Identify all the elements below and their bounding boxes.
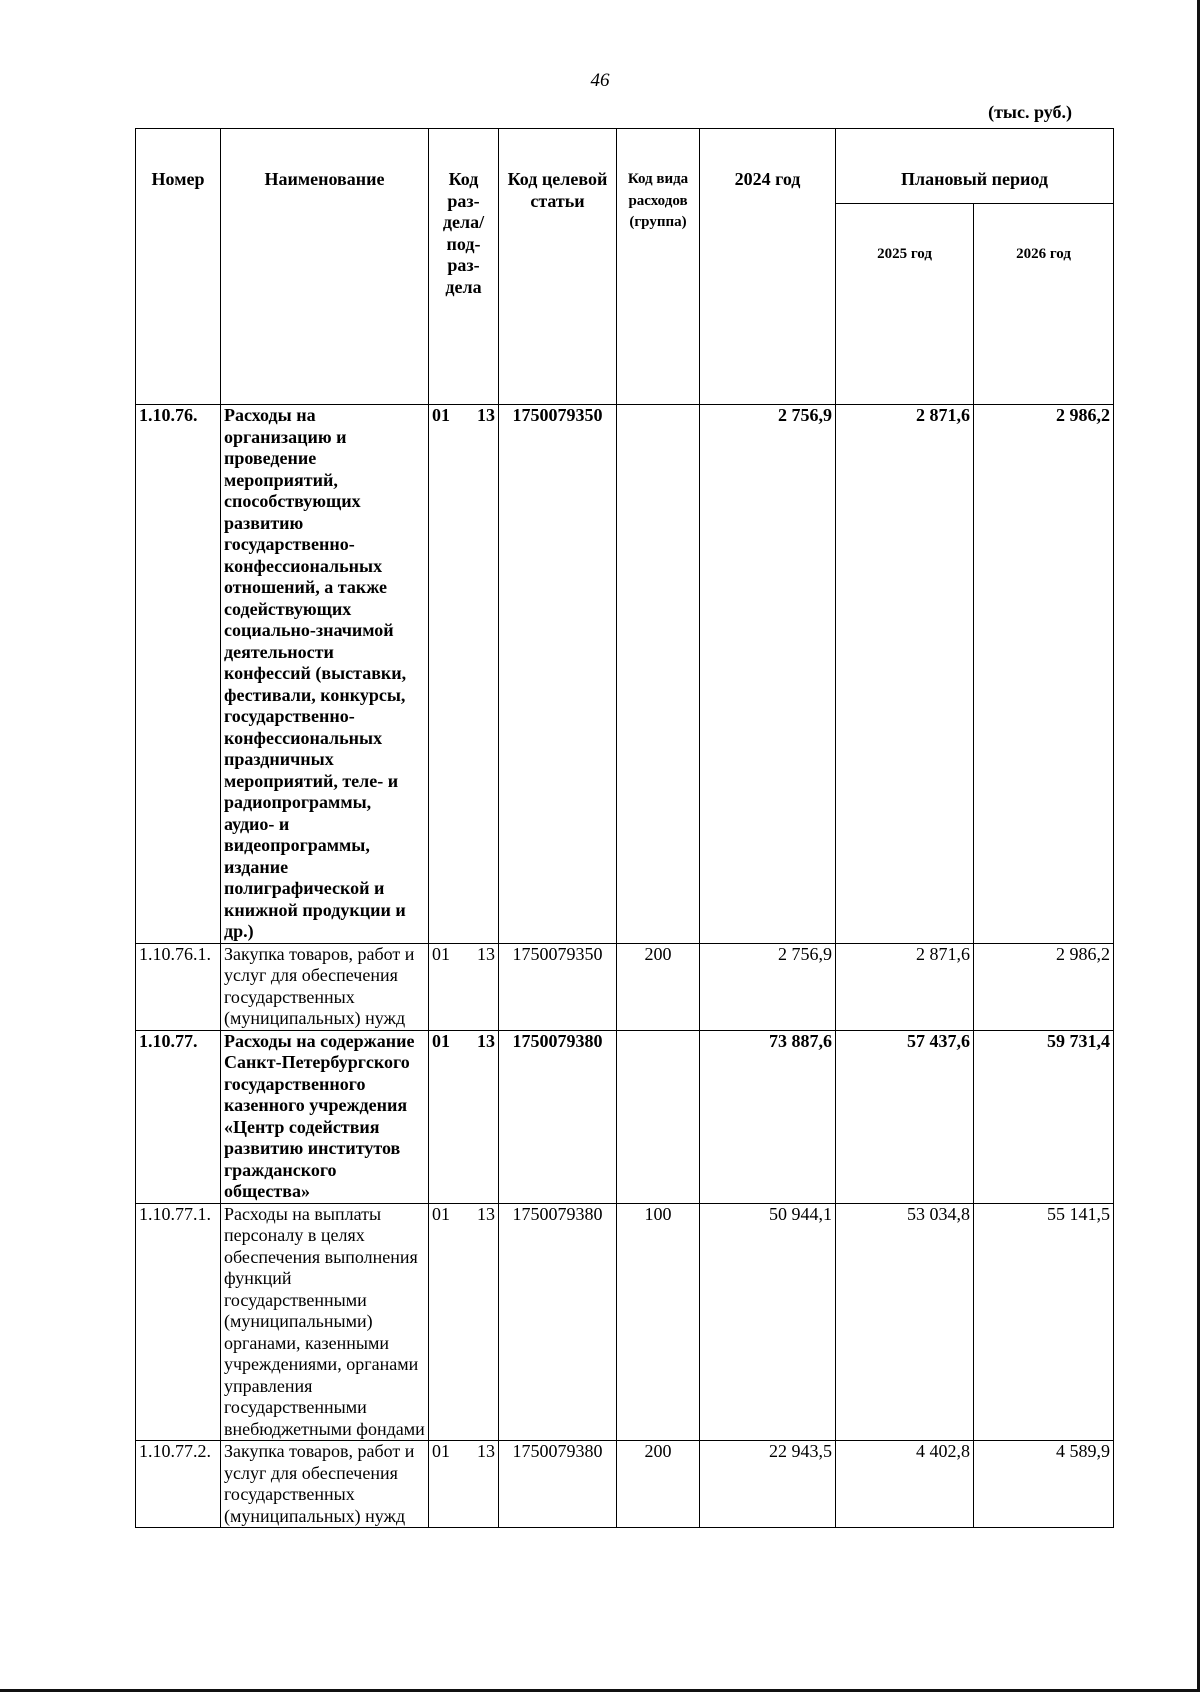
header-target-code: Код целевой статьи bbox=[499, 129, 617, 405]
header-section-code: Код раз-дела/ под-раз-дела bbox=[429, 129, 499, 405]
header-name: Наименование bbox=[221, 129, 429, 405]
row-expense-type: 100 bbox=[617, 1203, 700, 1441]
budget-table bbox=[135, 128, 1114, 1528]
row-section-code bbox=[429, 1203, 499, 1441]
row-name: Расходы на выплаты персоналу в целях обеспечения выполнения функций государственными (муниципальными) органами, казенными учреждениями, органами управления государственными внебюджетными фондами bbox=[221, 1203, 429, 1441]
row-expense-type: 200 bbox=[617, 943, 700, 1030]
header-year-2026: 2026 год bbox=[974, 204, 1114, 405]
section: 01 bbox=[432, 1441, 450, 1461]
row-value-2024: 73 887,6 bbox=[700, 1030, 836, 1203]
row-target-code: 1750079380 bbox=[499, 1441, 617, 1528]
table-row bbox=[136, 1203, 1114, 1441]
section: 01 bbox=[432, 1203, 450, 1224]
subsection: 13 bbox=[477, 1203, 495, 1224]
row-section-code bbox=[429, 943, 499, 1030]
row-number: 1.10.77.1. bbox=[136, 1203, 221, 1441]
section: 01 bbox=[432, 943, 450, 964]
row-value-2024: 50 944,1 bbox=[700, 1203, 836, 1441]
row-name: Расходы на содержание Санкт-Петербургского государственного казенного учреждения «Центр содействия развитию институтов гражданского общества» bbox=[221, 1030, 429, 1203]
page-number: 46 bbox=[590, 70, 610, 91]
row-value-2025: 53 034,8 bbox=[836, 1203, 974, 1441]
row-value-2025: 4 402,8 bbox=[836, 1441, 974, 1528]
row-target-code: 1750079380 bbox=[499, 1203, 617, 1441]
row-section-code bbox=[429, 1030, 499, 1203]
section: 01 bbox=[432, 405, 450, 425]
row-value-2025: 2 871,6 bbox=[836, 943, 974, 1030]
table-row bbox=[136, 1441, 1114, 1528]
header-year-2025: 2025 год bbox=[836, 204, 974, 405]
header-planning-period: Плановый период bbox=[836, 129, 1114, 204]
row-target-code: 1750079380 bbox=[499, 1030, 617, 1203]
row-number: 1.10.76.1. bbox=[136, 943, 221, 1030]
units-label: (тыс. руб.) bbox=[988, 102, 1072, 122]
row-number: 1.10.77.2. bbox=[136, 1441, 221, 1528]
row-section-code bbox=[429, 405, 499, 944]
row-value-2026: 4 589,9 bbox=[974, 1441, 1114, 1528]
row-value-2024: 2 756,9 bbox=[700, 943, 836, 1030]
row-name: Расходы на организацию и проведение мероприятий, способствующих развитию государственно-конфессиональных отношений, а также содействующих социально-значимой деятельности конфессий (выставки, фестивали, конкурсы, государственно-конфессиональных праздничных мероприятий, теле- и радиопрограммы, аудио- и видеопрограммы, издание полиграфической и книжной продукции и др.) bbox=[221, 405, 429, 944]
row-name: Закупка товаров, работ и услуг для обеспечения государственных (муниципальных) нужд bbox=[221, 943, 429, 1030]
row-value-2026: 55 141,5 bbox=[974, 1203, 1114, 1441]
subsection: 13 bbox=[477, 943, 495, 964]
table-header bbox=[136, 129, 1114, 405]
row-number: 1.10.76. bbox=[136, 405, 221, 944]
row-expense-type: 200 bbox=[617, 1441, 700, 1528]
subsection: 13 bbox=[477, 1441, 495, 1461]
row-value-2024: 22 943,5 bbox=[700, 1441, 836, 1528]
row-expense-type bbox=[617, 405, 700, 944]
header-expense-type: Код вида расходов (группа) bbox=[617, 129, 700, 405]
row-value-2025: 2 871,6 bbox=[836, 405, 974, 944]
table-body bbox=[136, 405, 1114, 1528]
subsection: 13 bbox=[477, 1030, 495, 1051]
row-value-2024: 2 756,9 bbox=[700, 405, 836, 944]
section: 01 bbox=[432, 1030, 450, 1051]
row-value-2026: 2 986,2 bbox=[974, 943, 1114, 1030]
table-row bbox=[136, 943, 1114, 1030]
table-row bbox=[136, 405, 1114, 944]
header-year-2024: 2024 год bbox=[700, 129, 836, 405]
row-name: Закупка товаров, работ и услуг для обеспечения государственных (муниципальных) нужд bbox=[221, 1441, 429, 1528]
row-value-2026: 2 986,2 bbox=[974, 405, 1114, 944]
table-row bbox=[136, 1030, 1114, 1203]
row-expense-type bbox=[617, 1030, 700, 1203]
row-number: 1.10.77. bbox=[136, 1030, 221, 1203]
row-target-code: 1750079350 bbox=[499, 943, 617, 1030]
header-number: Номер bbox=[136, 129, 221, 405]
row-value-2026: 59 731,4 bbox=[974, 1030, 1114, 1203]
row-value-2025: 57 437,6 bbox=[836, 1030, 974, 1203]
row-section-code bbox=[429, 1441, 499, 1528]
subsection: 13 bbox=[477, 405, 495, 425]
row-target-code: 1750079350 bbox=[499, 405, 617, 944]
